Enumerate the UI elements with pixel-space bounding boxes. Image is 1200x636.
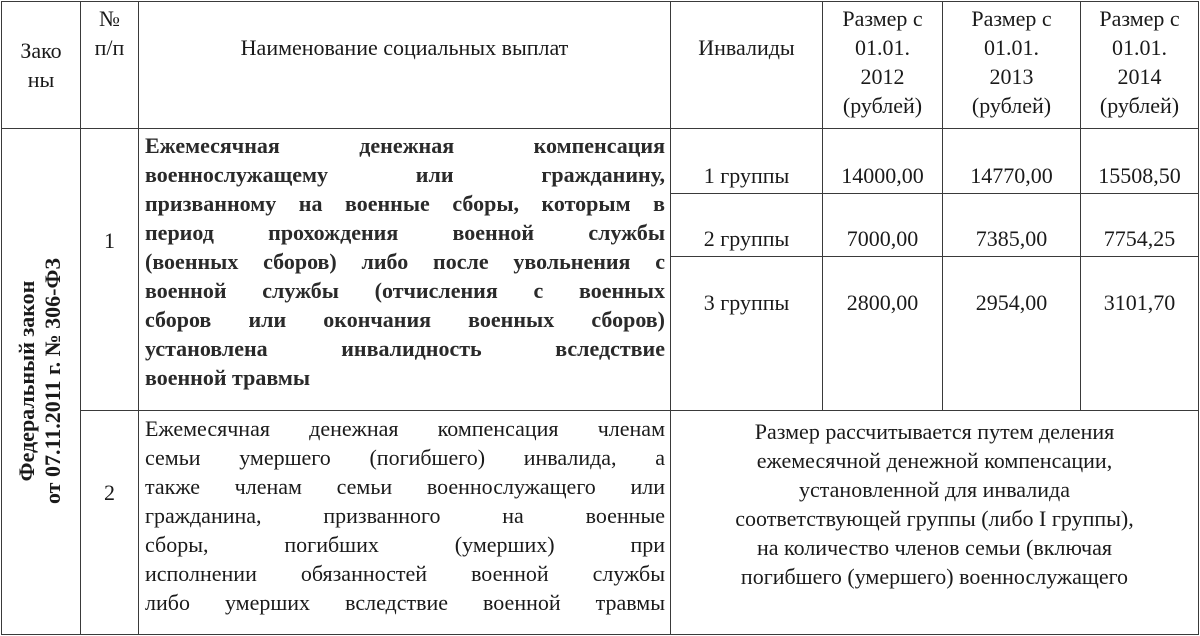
header-num [81,4,138,62]
row2-desc-line: исполнении обязанностей военной службы [145,561,665,586]
row2-num [81,478,138,507]
group1-label [671,161,822,190]
group1-2012 [823,161,942,190]
header-2014-line3: 2014 [1117,64,1162,89]
row-divider-row2 [80,410,1199,411]
row2-note-line: ежемесячной денежной компенсации, [756,448,1113,473]
row1-desc-line: период прохождения военной службы [145,220,665,245]
row1-desc-line: Ежемесячная денежная компенсация [145,133,665,158]
group3-2014 [1081,288,1198,317]
header-num-line2: п/п [94,35,125,60]
row2-description [145,414,665,617]
row1-desc-line: (военных сборов) либо после увольнения с [145,249,665,274]
row2-note-line: погибшего (умершего) военнослужащего [740,564,1129,589]
header-num-line1: № [99,6,120,31]
header-disabled [671,33,822,62]
header-name [139,33,670,62]
row2-desc-line: либо умерших вследствие военной травмы [145,590,665,615]
law-name-vertical [14,256,66,506]
header-2013-line3: 2013 [989,64,1034,89]
row2-num-text: 2 [104,480,115,505]
row1-desc-line: военной службы (отчисления с военных [145,278,665,303]
row2-note-line: соответствующей группы (либо I группы), [735,506,1134,531]
header-disabled-text: Инвалиды [698,35,795,60]
header-2014-line2: 01.01. [1112,35,1167,60]
row2-desc-line: сборы, погибших (умерших) при [145,532,665,557]
header-2013-line1: Размер с [971,6,1052,31]
group1-label-text: 1 группы [703,163,790,188]
row1-num-text: 1 [104,228,115,253]
group1-2013 [943,161,1080,190]
group1-2014 [1081,161,1198,190]
group3-2014-value: 3101,70 [1103,290,1176,315]
row1-desc-line: военнослужащему или гражданину, [145,162,665,187]
header-2013-line4: (рублей) [971,93,1052,118]
col-divider-laws [80,1,81,635]
row2-note-line: установленной для инвалида [799,477,1070,502]
group1-2014-value: 15508,50 [1098,163,1181,188]
group3-label-text: 3 группы [703,290,790,315]
row2-note-line: Размер рассчитывается путем деления [754,419,1115,444]
header-laws-line1: Зако [20,38,62,63]
row-divider-group2 [670,256,1199,257]
group3-2012-value: 2800,00 [846,290,919,315]
col-divider-num [138,1,139,635]
header-2013 [943,4,1080,120]
group2-2013-value: 7385,00 [975,226,1048,251]
header-2013-line2: 01.01. [984,35,1039,60]
group1-2013-value: 14770,00 [970,163,1053,188]
group2-label-text: 2 группы [703,226,790,251]
group2-2013 [943,224,1080,253]
group1-2012-value: 14000,00 [841,163,924,188]
row1-desc-line: сборов или окончания военных сборов) [145,307,665,332]
row1-desc-line: призванному на военные сборы, которым в [145,191,665,216]
group2-label [671,224,822,253]
law-name-line2: от 07.11.2011 г. № 306-ФЗ [40,257,65,505]
row2-desc-line: также членам семьи военнослужащего или [145,474,665,499]
group3-label [671,288,822,317]
row1-num [81,226,138,255]
group2-2012 [823,224,942,253]
header-2014 [1081,4,1198,120]
header-bottom-line [1,128,1199,129]
row1-desc-line: установлена инвалидность вследствие [145,336,665,361]
header-2012-line1: Размер с [842,6,923,31]
header-laws [2,2,80,128]
row1-description [145,131,665,392]
group3-2012 [823,288,942,317]
row2-desc-line: гражданина, призванного на военные [145,503,665,528]
group2-2014 [1081,224,1198,253]
group2-2012-value: 7000,00 [846,226,919,251]
group3-2013 [943,288,1080,317]
header-2012-line2: 01.01. [855,35,910,60]
row-divider-group1 [670,193,1199,194]
table-border-top [1,1,1199,2]
header-2014-line4: (рублей) [1099,93,1180,118]
law-name-line1: Федеральный закон [14,280,39,482]
header-name-text: Наименование социальных выплат [240,35,569,60]
table-border-right [1198,1,1199,635]
header-2012-line3: 2012 [860,64,905,89]
group3-2013-value: 2954,00 [975,290,1048,315]
row1-desc-line: военной травмы [145,365,310,390]
header-2012-line4: (рублей) [842,93,923,118]
row2-desc-line: семьи умершего (погибшего) инвалида, а [145,445,665,470]
row2-desc-line: Ежемесячная денежная компенсация членам [145,416,665,441]
header-2014-line1: Размер с [1099,6,1180,31]
group2-2014-value: 7754,25 [1103,226,1176,251]
row2-note [671,417,1198,591]
header-laws-line2: ны [27,67,55,92]
table-border-bottom [1,634,1199,635]
row2-note-line: на количество членов семьи (включая [757,535,1112,560]
header-2012 [823,4,942,120]
